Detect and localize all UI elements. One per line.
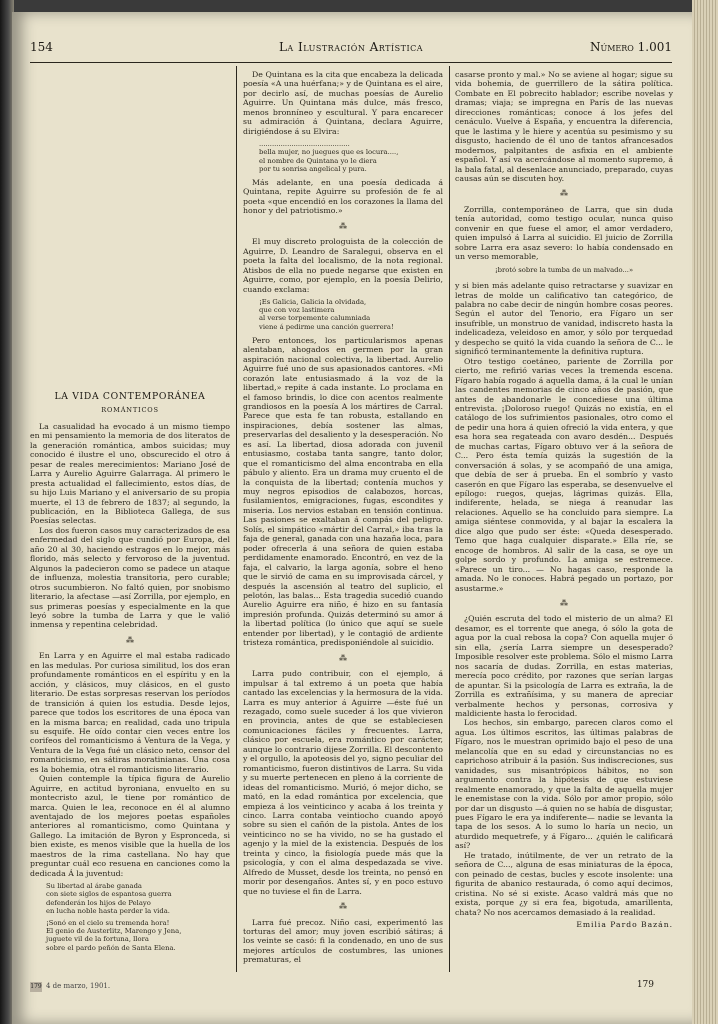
paragraph: Los dos fueron casos muy caracterizados de esa enfermedad del siglo que cundió por Europa, del año 20 al 30, haciendo estragos en lo mejor, más florido, más selecto y fervoroso de la juventud. Algunos la padecieron como se padece un ataque de influenza, molestia transitoria, pero curable; otros sucumbieron. No faltó quien, por snobismo literario, la afectase —así Zorrilla, por ejemplo, en sus primeras poesías y especialmente en la que leyó sobre la tumba de Larra y que le valió inmensa y repentina celebridad. xyxy=(30,525,230,630)
paragraph: En Larra y en Aguirre el mal estaba radicado en las medulas. Por curiosa similitud, los dos eran profundamente románticos en el espíritu y en la acción, y clásicos, muy clásicos, en el gusto literario. De estas sorpresas reservan los períodos de transición á quien los estudia. Desde lejos, parece que todos los escritores de una época van en la misma barca; en realidad, cada uno tripula su esquife. He oído contar cien veces entre los corifeos del romanticismo á Ventura de la Vega, y Ventura de la Vega fué un clásico neto, censor del romanticismo, en sátiras moratinianas. Una cosa es la bohemia, otra el romanticismo literario. xyxy=(30,651,230,774)
header-issue-number: Número 1.001 xyxy=(589,40,672,54)
quoted-verse: ¡brotó sobre la tumba de un malvado...» xyxy=(494,265,634,274)
verse-line: al verse torpemente calumniada xyxy=(259,314,371,323)
header-title: La Ilustración Artística xyxy=(278,40,424,54)
verse-block xyxy=(259,298,443,331)
ornament: ⁂ xyxy=(560,599,568,609)
column-1 xyxy=(30,392,230,957)
paragraph: Larra pudo contribuir, con el ejemplo, á impulsar á tal extremo á un poeta que había cantado las excelencias y la hermosura de la vida. Larra es muy anterior á Aguirre —éste fué un rezagado, como suele suceder á los que vivieron en provincia, antes de que se estableciesen comunicaciones fáciles y frecuentes. Larra, clásico por escuela, era romántico por carácter, aunque lo contrario dijese Zorrilla. El descontento y el orgullo, la apoteosis del yo, signo peculiar del romanticismo, fueron distintivos de Larra. Su vida y su muerte pertenecen en pleno á la corriente de ideas del romanticismo. Murió, ó mejor dicho, se mató, en la edad romántica por excelencia, que empieza á los veinticinco y acaba á los treinta y cinco. Larra contaba veintiocho cuando apoyó sobre su sien el cañón de la pistola. Antes de los veinticinco no se ha vivido, no se ha gustado el agenjo y la miel de la existencia. Después de los treinta y cinco, la fisiología puede más que la psicología, y con el alma despedazada se vive. Alfredo de Musset, desde los treinta, no pensó en morir por desengaños. Antes sí, y en poco estuvo que no tuviese el fin de Larra. xyxy=(243,669,443,896)
ornament: ⁂ xyxy=(339,902,347,912)
paragraph: Larra fué precoz. Niño casi, experimentó las torturas del amor; muy joven escribió sátiras; á los veinte se casó: fi la condenado, en uno de sus mejores artículos de costumbres, las uniones prematuras, el xyxy=(243,917,443,965)
paragraph: Más adelante, en una poesía dedicada á Quintana, repite Aguirre su profesión de fe al poeta «que encendió en los corazones la llama del honor y del patriotismo.» xyxy=(243,177,443,216)
header-rule xyxy=(30,62,672,63)
section-title: LA VIDA CONTEMPORÁNEA xyxy=(54,391,206,402)
verse-line: que con voz lastimera xyxy=(259,306,335,315)
paragraph: Quien contemple la típica figura de Aurelio Aguirre, en actitud byroniana, envuelto en su montecristo azul, le tiene por romántico de marca. Quien le lea, reconoce en él al alumno aventajado de los mejores poetas españoles anteriores al romanticismo, como Quintana y Gallego. La imitación de Byron y Espronceda, si bien existe, es menos visible que la huella de los maestros de la rima castellana. No hay que preguntar cuál eco resuena en canciones como la dedicada Á la juventud: xyxy=(30,774,230,878)
verse-line: por tu sonrisa angelical y pura. xyxy=(259,164,367,173)
verse-block xyxy=(46,882,230,952)
column-2 xyxy=(243,70,443,965)
page-header xyxy=(30,40,672,62)
paragraph: casarse pronto y mal.» No se aviene al hogar; sigue su vida bohemia, de guerrillero de la sátira política. Combate en El pobrecito hablador; escribe novelas y dramas; viaja; se impregna en París de las nuevas direcciones románticas; conoce á los jefes del cenáculo. Vuelve á España, y encuentra la diferencia, que le lastima y le hiere y acentúa su pesimismo y su disgusto, haciendo de él uno de tantos afrancesados modernos, palpitantes de asfixia en el ambiente español. Y así va acercándose al momento supremo, á la bala fatal, al desenlace anunciado, preparado, cuyas causas aún se discuten hoy. xyxy=(455,70,673,183)
verse-line: Su libertad al árabe ganada xyxy=(46,882,142,891)
page-footer xyxy=(30,980,672,998)
paragraph: Los hechos, sin embargo, parecen claros como el agua. Los últimos escritos, las últimas palabras de Fígaro, nos le muestran oprimido bajo el peso de una melancolía que en su edad y circunstancias no es caprichoso atribuir á la pasión. Sus indiscreciones, sus vanidades, sus misantrópicos hábitos, no son argumento contra la hipótesis de que estuviese realmente enamorado, y que la falta de aquella mujer le enemistase con la vida. Sólo por amor propio, sólo por dar un disgusto —á quien no se había de disgustar, pues Fígaro le era ya indiferente— nadie se levanta la tapa de los sesos. A lo sumo lo haría un necio, un aturdido mequetrefe, y á Fígaro... ¿quién le calificará así? xyxy=(455,718,673,851)
paragraph: ¿Quién escruta del todo el misterio de un alma? El desamor, es el torrente que anega, ó sólo la gota de agua por la cual rebosa la copa? Con aquella mujer ó sin ella, ¿sería Larra siempre un desesperado? Imposible resolver este problema. Sólo el mismo Larra nos sacaría de dudas. Zorrilla, en estas materias, merecía poco crédito, por razones que serían largas de apuntar. Si la psicología de Larra es extraña, la de Zorrilla es extrañísima, y su manera de apreciar verbalmente hechos y personas, corrosiva y maldiciente hasta lo ferocidad. xyxy=(455,614,673,718)
paragraph: Otro testigo coetáneo, pariente de Zorrilla por cierto, me refirió varias veces la tremenda escena. Fígaro había rogado á aquella dama, á la cual le unían las candentes memorias de cinco años de pasión, que antes de abandonarle le concediese una última entrevista. ¡Doloroso ruego! Quizás no existía, en el catálogo de los sufrimientos pasionales, otro como el de pedir una hora á quien ofreció la vida entera, y que esa hora sea regateada con avaro desdén... Después de muchas cartas, Fígaro obtuvo ver á la señora de C... Pero ésta temía quizás la sugestión de la conversación á solas, y se acompañó de una amiga, que debía de ser á prueba. En el sombrío y vasto caserón en que Fígaro las esperaba, se desenvuelve el epílogo: ruegos, quejas, lágrimas quizás. Ella, indiferente, helada, se niega á reanudar las relaciones. Aquello se ha concluido para siempre. La amiga siéntese conmovida, y al bajar la escalera la dice algo que pudo ser éste: «Queda desesperado. Temo que haga cualquier disparate.» Ella ríe, se encoge de hombros. Al salir de la casa, se oye un golpe sordo y profundo. La amiga se estremece. «Parece un tiro... — No hagas caso, responde la amada. No le conoces. Habrá pegado un portazo, por asustarme.» xyxy=(455,356,673,593)
verse-line: ¡Es Galicia, Galicia la olvidada, xyxy=(259,297,367,306)
header-page-number: 154 xyxy=(30,40,53,54)
verse-line: con siete siglos de espantosa guerra xyxy=(46,890,172,899)
column-rule-2 xyxy=(449,66,450,972)
paragraph: La casualidad ha evocado á un mismo tiempo en mi pensamiento la memoria de dos literatos de la generación romántica, ambos suicidas; muy conocido é ilustre el uno, obscurecido el otro á pesar de reales merecimientos: Mariano José de Larra y Aurelio Aguirre Galarraga. Al primero le presta actualidad el fallecimiento, estos días, de su hijo Luis Mariano y el aniversario de su propia muerte, el 13 de febrero de 1837; al segundo, la publicación, en la Biblioteca Gallega, de sus Poesías selectas. xyxy=(30,421,230,526)
verse-line: El genio de Austerlitz, Marengo y Jena, xyxy=(46,927,182,936)
verse-line: en lucha noble hasta perder la vida. xyxy=(46,906,170,915)
paragraph: Pero entonces, los particularismos apenas alentaban, ahogados en germen por la gran aspiración nacional colectiva, la libertad. Aurelio Aguirre fué uno de sus apasionados cantores. «Mi corazón late entusiasmado á la voz de la libertad,» repite á cada instante. Lo proclama en el famoso brindis, lo dice con acentos realmente grandiosos en la poesía A los mártires de Carral. Parece que esta fe tan robusta, estallando en inspiraciones, debía sostener las almas, preservarlas del desaliento y la desesperación. No es así. La libertad, diosa adorada con juvenil entusiasmo, costaba tanta sangre, tanto dolor, que el romanticismo del alma encontraba en ella pábulo y aliento. Era un drama muy cruento el de la conquista de la libertad; contenía muchos y muy negros episodios de calabozos, horcas, fusilamientos, emigraciones, fugas, escondites y miseria. Los nervios estaban en tensión continua. Las pasiones se exaltaban á compás del peligro. Solís, el simpático «mártir del Carral,» iba tras la faja de general, ganada con una hazaña loca, para poder ofrecerla á una señora de quien estaba perdidamente enamorado. Encontró, en vez de la faja, el calvario, la larga agonía, sobre el heno que le sirvió de cama en su improvisada cárcel, y después la ascensión al teatro del suplicio, el pelotón, las balas... Esta tragedia sucedió cuando Aurelio Aguirre era niño, é hizo en su fantasía impresión profunda. Quizás determinó su amor á la libertad política (lo único que aquí se suele entender por libertad), y le contagió de ardiente tristeza romántica, predisponiéndole al suicidio. xyxy=(243,335,443,648)
verse-line: sobre el pardo peñón de Santa Elena. xyxy=(46,943,176,952)
verse-line: .......................................... xyxy=(259,140,350,149)
footer-page-number: 179 xyxy=(636,980,654,990)
paragraph: De Quintana es la cita que encabeza la delicada poesía «A una huérfana;» y de Quintana es el aire, por decirlo así, de muchas poesías de Aurelio Aguirre. Un Quintana más dulce, más fresco, menos bronníneo y escultural. Y para encarecer su admiración á Quintana, declara Aguirre, dirigiéndose á su Elvira: xyxy=(243,70,443,136)
ornament: ⁂ xyxy=(339,653,347,663)
verse-line: viene á pedirme una canción guerrera! xyxy=(259,322,394,331)
author-signature: Emilia Pardo Bazán. xyxy=(576,919,673,929)
ornament: ⁂ xyxy=(560,189,568,199)
verse-block xyxy=(259,140,443,173)
ornament: ⁂ xyxy=(339,221,347,231)
verse-line: juguete vil de la fortuna, llora xyxy=(46,935,149,944)
ornament: ⁂ xyxy=(126,635,134,645)
paragraph: Zorrilla, contemporáneo de Larra, que sin duda tenía autoridad, como testigo ocular, nunca quiso convenir en que fuese el amor, el amor verdadero, quien impulsó á Larra al suicidio. El juicio de Zorrilla sobre Larra era asaz severo: lo había condensado en un verso memorable, xyxy=(455,204,673,262)
paragraph: He tratado, inútilmente, de ver un retrato de la señora de C..., alguna de esas miniaturas de la época, con peinado de cestas, bucles y escote insolente: una figurita de abanico restaurada, ó como aquí decimos, cristina. No sé si existe. Acaso valdrá más que no exista, porque ¿y si era fea, bigotuda, amarillenta, chata? No nos acercamos demasiado á la realidad. xyxy=(455,850,673,917)
verse-line: ¡Sonó en el cielo su tremenda hora! xyxy=(46,919,170,928)
footer-date: 4 de marzo, 1901. xyxy=(46,982,111,990)
column-3 xyxy=(455,70,673,929)
verse-line: el nombre de Quintana yo le diera xyxy=(259,156,377,165)
page-edges xyxy=(692,0,718,1024)
paragraph: y si bien más adelante quiso retractarse y suavizar en letras de molde un calificativo tan categórico, de palabra no cabe decir de ningún hombre cosas peores. Según el autor del Tenorio, era Fígaro un ser insufrible, un monstruo de vanidad, indiscreto hasta la indelicadeza, veleidoso en amor, y sólo por terquedad y despecho se quitó la vida cuando la señora de C... le significó terminantemente la definitiva ruptura. xyxy=(455,281,673,357)
paragraph: El muy discreto prologuista de la colección de Aguirre, D. Leandro de Saralegui, observa en el poeta la falta del localismo, de la nota regional. Atisbos de ella no puede negarse que existen en Aguirre, como, por ejemplo, en la poesía Delirio, cuando exclama: xyxy=(243,237,443,294)
verse-line: defenderán los hijos de Pelayo xyxy=(46,898,151,907)
column-rule-1 xyxy=(236,66,237,972)
section-subtitle: ROMÁNTICOS xyxy=(101,406,159,415)
verse-line: bella mujer, no juegues que es locura...., xyxy=(259,148,399,157)
library-stamp: 179 xyxy=(30,983,42,990)
